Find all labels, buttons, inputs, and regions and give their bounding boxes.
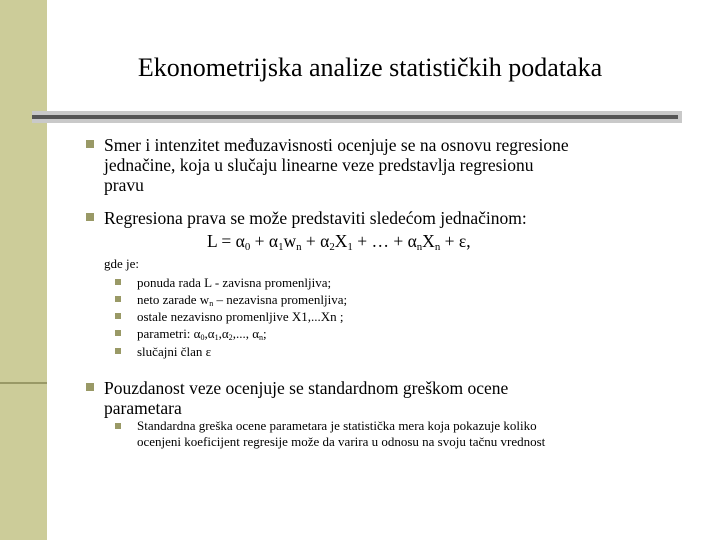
definition-part: ,α xyxy=(204,326,215,341)
bullet-square-icon xyxy=(115,423,121,429)
bullet-1-line-3: pravu xyxy=(104,175,144,195)
equation-part: + α xyxy=(250,231,279,251)
equation-part: + α xyxy=(301,231,330,251)
bullet-3-line-1: Pouzdanost veze ocenjuje se standardnom greškom ocene xyxy=(104,378,509,398)
equation-part: + ε, xyxy=(440,231,471,251)
definition-part: ; xyxy=(263,326,267,341)
where-label: gde je: xyxy=(104,256,140,271)
equation-part: + … + α xyxy=(352,231,417,251)
definition-part: parametri: α xyxy=(137,326,201,341)
equation-subscript: n xyxy=(434,240,441,253)
definition-subscript: 1 xyxy=(214,333,219,342)
equation-subscript: 2 xyxy=(329,240,335,253)
definition-subscript: n xyxy=(259,333,264,342)
definition-subscript: 2 xyxy=(228,333,233,342)
equation-subscript: 1 xyxy=(278,240,284,253)
definition-4 xyxy=(137,326,267,342)
bullet-square-icon xyxy=(115,330,121,336)
equation-subscript: 0 xyxy=(244,240,251,253)
definition-part: ,α xyxy=(218,326,229,341)
definition-5: slučajni član ε xyxy=(137,344,212,359)
definition-1: ponuda rada L - zavisna promenljiva; xyxy=(137,275,332,290)
equation-subscript: n xyxy=(416,240,423,253)
bullet-1-line-1: Smer i intenzitet međuzavisnosti ocenjuje se na osnovu regresione xyxy=(104,135,569,155)
equation-subscript: 1 xyxy=(347,240,353,253)
bullet-square-icon xyxy=(86,213,94,221)
definition-subscript: n xyxy=(209,299,214,308)
sidebar-bar xyxy=(0,0,47,540)
sub-bullet-line-1: Standardna greška ocene parametara je statistička mera koja pokazuje koliko xyxy=(137,418,537,433)
slide-title: Ekonometrijska analize statističkih podataka xyxy=(137,53,603,82)
equation-part: X xyxy=(422,231,435,251)
equation-part: L = α xyxy=(207,231,245,251)
equation-part: X xyxy=(334,231,348,251)
regression-equation xyxy=(207,231,471,251)
bullet-2-line-1: Regresiona prava se može predstaviti sledećom jednačinom: xyxy=(104,208,527,228)
definition-subscript: 0 xyxy=(200,333,205,342)
bullet-square-icon xyxy=(115,279,121,285)
equation-subscript: n xyxy=(296,240,302,253)
definition-part: neto zarade w xyxy=(137,292,210,307)
sidebar-bar-accent xyxy=(0,382,47,384)
equation-part: w xyxy=(283,231,297,251)
sub-bullet-line-2: ocenjeni koeficijent regresije može da varira u odnosu na svoju tačnu vrednost xyxy=(137,434,546,449)
definition-part: ,..., α xyxy=(232,326,260,341)
bullet-square-icon xyxy=(115,313,121,319)
bullet-square-icon xyxy=(115,348,121,354)
definition-2 xyxy=(137,292,347,308)
bullet-1-line-2: jednačine, koja u slučaju linearne veze predstavlja regresionu xyxy=(104,155,534,175)
title-rule xyxy=(32,115,678,119)
definition-3: ostale nezavisno promenljive X1,...Xn ; xyxy=(137,309,344,324)
definition-part: – nezavisna promenljiva; xyxy=(213,292,348,307)
bullet-3-line-2: parametara xyxy=(104,398,182,418)
bullet-square-icon xyxy=(86,383,94,391)
bullet-square-icon xyxy=(86,140,94,148)
bullet-square-icon xyxy=(115,296,121,302)
